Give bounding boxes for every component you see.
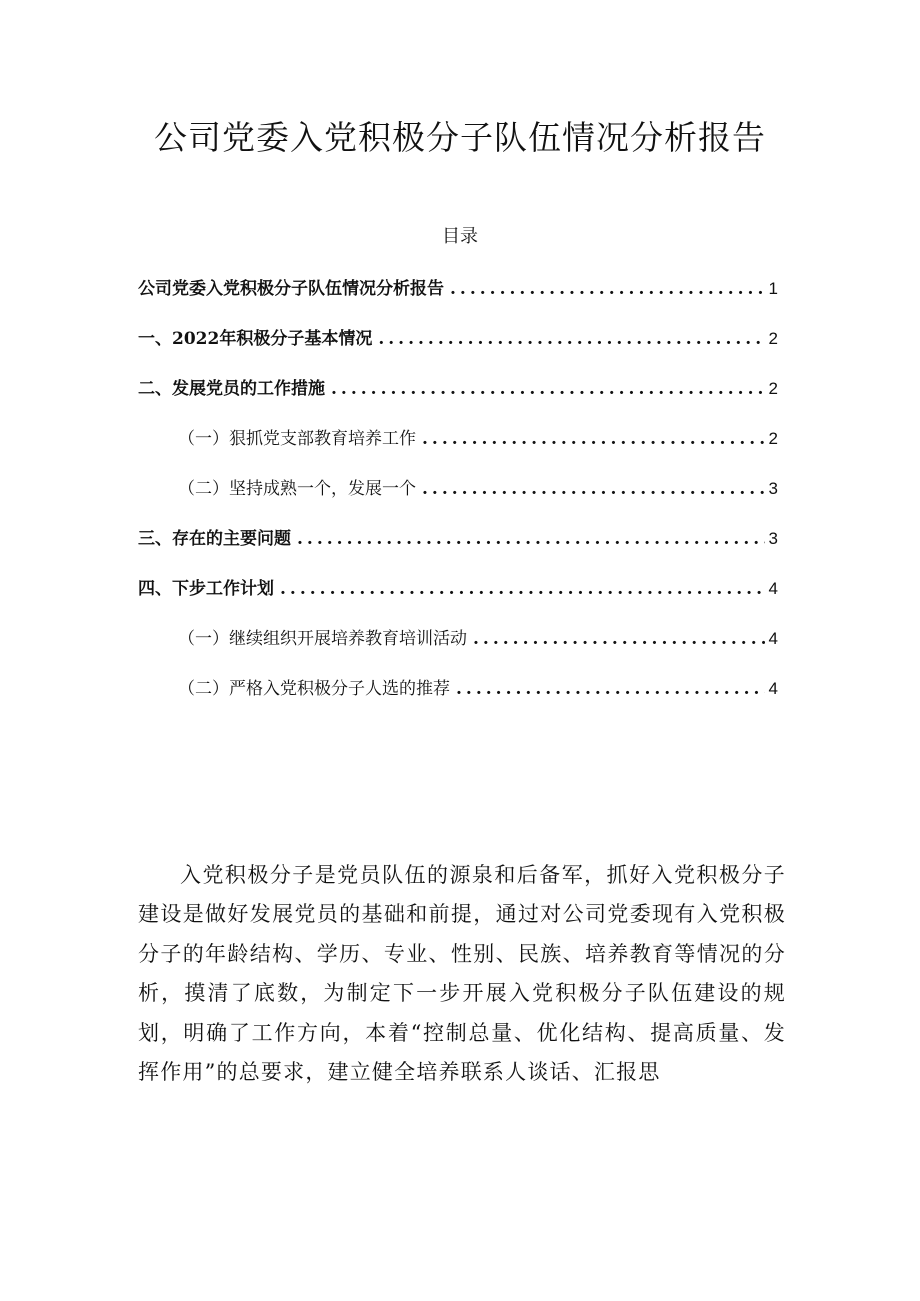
toc-leader-dots [422, 476, 765, 502]
toc-entry-text: 三、存在的主要问题 [138, 529, 291, 549]
toc-entry-text: 公司党委入党积极分子队伍情况分析报告 [138, 279, 444, 299]
toc-entry[interactable] [138, 476, 778, 526]
toc-entry[interactable] [138, 376, 778, 426]
toc-entry-text: 二、发展党员的工作措施 [138, 379, 325, 399]
toc-page-number: 1 [768, 279, 778, 298]
toc-leader-dots [297, 526, 765, 552]
toc-page-number: 3 [768, 479, 778, 498]
toc-entry-text: （一）狠抓党支部教育培养工作 [178, 429, 416, 449]
toc-entry-text: 四、下步工作计划 [138, 579, 274, 599]
toc-leader-dots [450, 276, 765, 302]
toc-entry-text: （一）继续组织开展培养教育培训活动 [178, 629, 467, 649]
toc-leader-dots [280, 576, 765, 602]
document-title: 公司党委入党积极分子队伍情况分析报告 [154, 118, 766, 157]
toc-entry[interactable] [138, 676, 778, 726]
toc-entry[interactable] [138, 326, 778, 376]
body-paragraph: 入党积极分子是党员队伍的源泉和后备军，抓好入党积极分子建设是做好发展党员的基础和前提，通过对公司党委现有入党积极分子的年龄结构、学历、专业、性别、民族、培养教育等情况的分析，摸清了底数，为制定下一步开展入党积极分子队伍建设的规划，明确了工作方向，本着“控制总量、优化结构、提高质量、发挥作用”的总要求，建立健全培养联系人谈话、汇报思 [138, 863, 786, 1085]
toc-page-number: 4 [768, 679, 778, 698]
toc-entry[interactable] [138, 276, 778, 326]
toc-entry[interactable] [138, 426, 778, 476]
toc-entry-text: （二）坚持成熟一个，发展一个 [178, 479, 416, 499]
toc-entry-text: （二）严格入党积极分子人选的推荐 [178, 679, 450, 699]
toc-leader-dots [456, 676, 765, 702]
toc-leader-dots [378, 326, 764, 352]
table-of-contents [138, 276, 778, 726]
toc-page-number: 2 [768, 429, 778, 448]
toc-page-number: 4 [768, 629, 778, 648]
toc-heading: 目录 [442, 226, 478, 247]
toc-page-number: 3 [768, 529, 778, 548]
toc-page-number: 2 [768, 329, 778, 348]
toc-leader-dots [422, 426, 765, 452]
toc-page-number: 4 [768, 579, 778, 598]
toc-leader-dots [473, 626, 765, 652]
toc-entry[interactable] [138, 626, 778, 676]
toc-page-number: 2 [768, 379, 778, 398]
toc-leader-dots [331, 376, 765, 402]
toc-entry-text: 一、2022年积极分子基本情况 [138, 329, 373, 349]
toc-entry[interactable] [138, 576, 778, 626]
toc-entry[interactable] [138, 526, 778, 576]
